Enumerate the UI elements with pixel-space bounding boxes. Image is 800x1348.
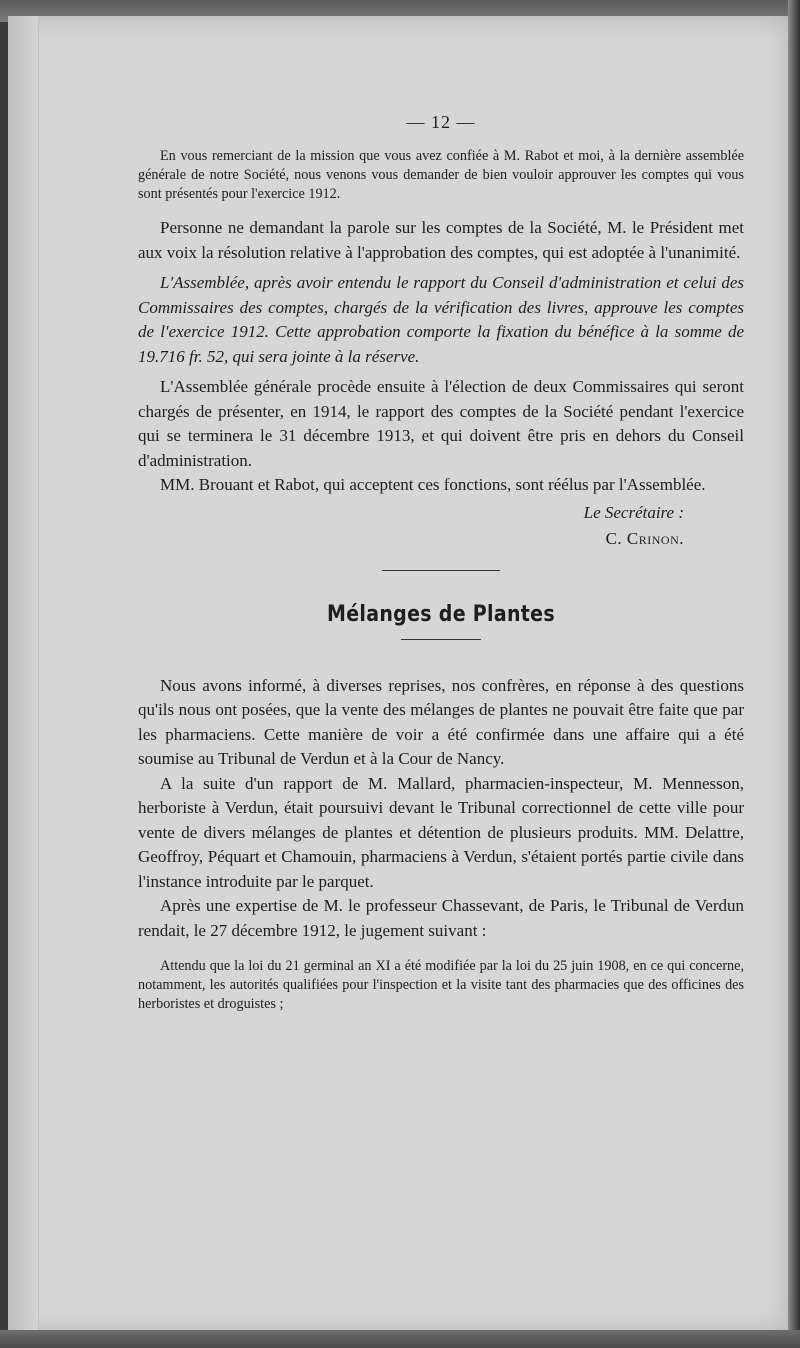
signature-block [138,500,684,552]
section-title: Mélanges de Plantes [327,600,555,627]
body-paragraph: Nous avons informé, à diverses reprises, nos confrères, en réponse à des questions qu'ils nous ont posées, que la vente des mélanges de plantes ne pouvait être faite que par les pharmaciens. Cette manière de voir a été confirmée dans une affaire qui a été soumise au Tribunal de Verdun et à la Cour de Nancy. [138,675,744,768]
signature-name: C. Crinon. [605,528,684,548]
judgment-quote: Attendu que la loi du 21 germinal an XI a été modifiée par la loi du 25 juin 1908, en ce qui concerne, notamment, les autorités qualifiées pour l'inspection et la visite tant des pharmacies que des officines des herboristes et droguistes ; [138,958,744,1012]
auditor-report-paragraph: En vous remerciant de la mission que vous avez confiée à M. Rabot et moi, à la dernière assemblée générale de notre Société, nous venons vous demander de bien vouloir approuver les comptes qui vous sont présentés pour l'exercice 1912. [138,148,744,202]
resolution-paragraph: L'Assemblée, après avoir entendu le rapport du Conseil d'administration et celui des Commissaires des comptes, chargés de la vérification des livres, approuve les comptes de l'exercice 1912. Cette approbation comporte la fixation du bénéfice à la somme de 19.716 fr. 52, qui sera jointe à la réserve. [138,273,744,366]
scan-border-bottom [0,1330,800,1348]
body-paragraph: Personne ne demandant la parole sur les comptes de la Société, M. le Président met aux voix la résolution relative à l'approbation des comptes, qui est adoptée à l'unanimité. [138,218,744,262]
body-paragraph: MM. Brouant et Rabot, qui acceptent ces fonctions, sont réélus par l'Assemblée. [160,475,706,494]
scan-border-right [788,0,800,1348]
section-divider [382,570,500,571]
body-paragraph: L'Assemblée générale procède ensuite à l'élection de deux Commissaires qui seront chargés de présenter, en 1914, le rapport des comptes de la Société pendant l'exercice qui se terminera le 31 décembre 1913, et qui doivent être pris en dehors du Conseil d'administration. [138,377,744,470]
page-binding-edge [8,16,39,1334]
page-number: — 12 — [406,112,476,132]
page-content [138,112,744,1014]
signature-role: Le Secrétaire : [583,502,684,522]
body-paragraph: Après une expertise de M. le professeur Chassevant, de Paris, le Tribunal de Verdun rendait, le 27 décembre 1912, le jugement suivant : [138,896,744,940]
body-paragraph: A la suite d'un rapport de M. Mallard, pharmacien-inspecteur, M. Mennesson, herboriste à Verdun, était poursuivi devant le Tribunal correctionnel de cette ville pour vente de divers mélanges de plantes et détention de plusieurs produits. MM. Delattre, Geoffroy, Péquart et Chamouin, pharmaciens à Verdun, s'étaient portés partie civile dans l'instance introduite par le parquet. [138,773,744,891]
title-underline [401,639,481,640]
